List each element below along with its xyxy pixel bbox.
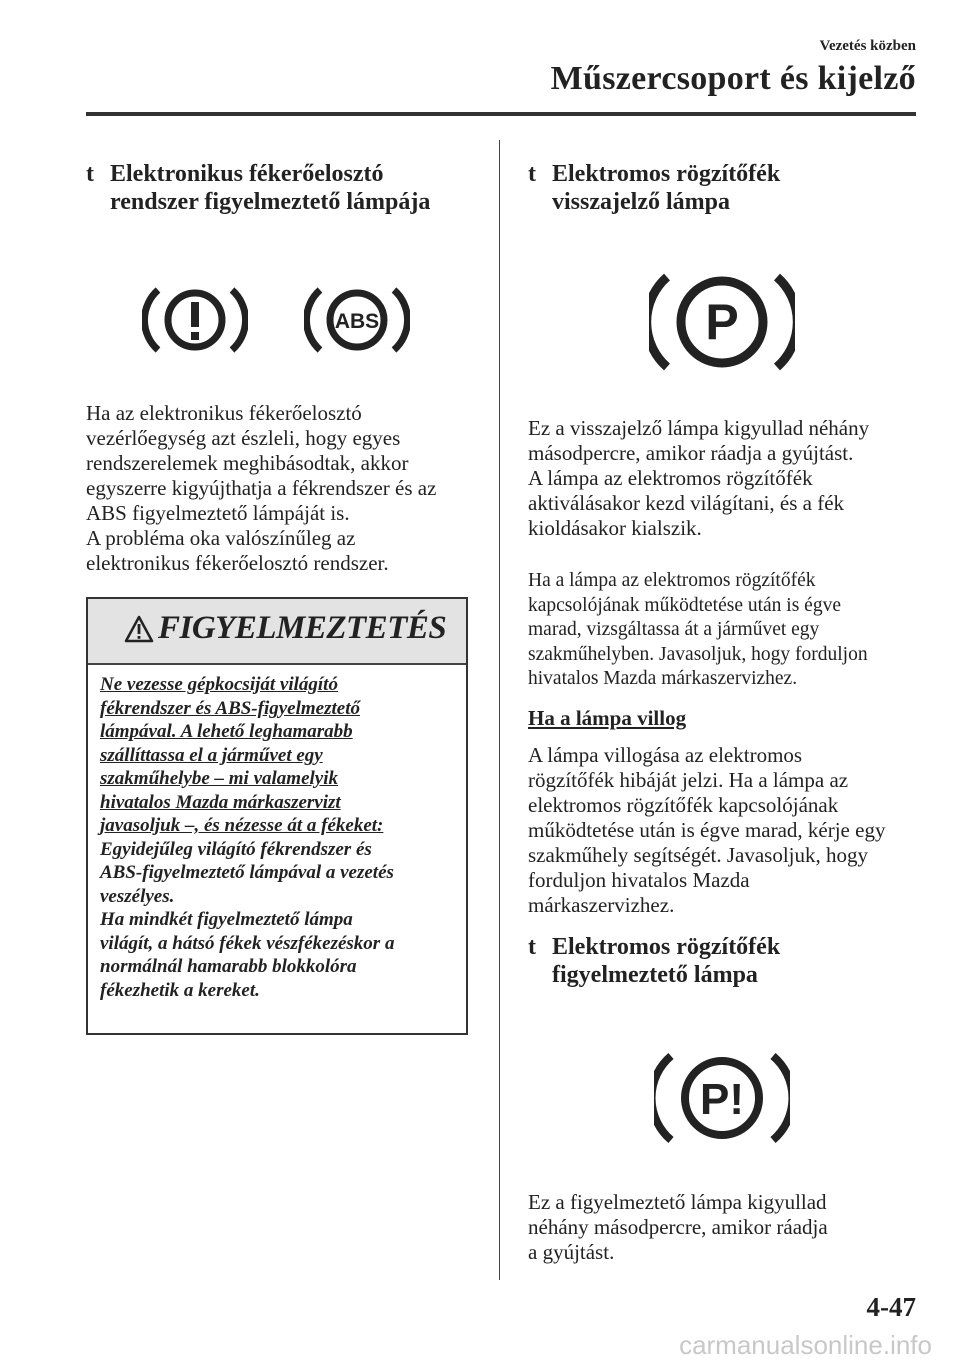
- text-line: kapcsolójának működtetése után is égve: [528, 594, 841, 616]
- page-number: 4-47: [866, 1292, 916, 1322]
- parking-brake-warning-description: [528, 1190, 928, 1265]
- warning-line: szállíttassa el a járművet egy: [100, 744, 323, 766]
- text-line: elektromos rögzítőfék kapcsolójának: [528, 793, 839, 817]
- section-label: Vezetés közben: [819, 38, 916, 54]
- parking-warning-icon-label: P!: [700, 1075, 744, 1124]
- heading-line: figyelmeztető lámpa: [552, 962, 758, 988]
- text-line: Ha a lámpa az elektromos rögzítőfék: [528, 570, 816, 591]
- heading-line: rendszer figyelmeztető lámpája: [110, 189, 431, 215]
- text-line: Ez a figyelmeztető lámpa kigyullad: [528, 1190, 827, 1214]
- watermark: carmanualsonline.info: [679, 1330, 932, 1360]
- warning-header: [88, 599, 466, 665]
- text-line: szakműhely segítségét. Javasoljuk, hogy: [528, 843, 869, 867]
- warning-box: [86, 597, 468, 1035]
- heading-line: Elektronikus fékerőelosztó: [110, 161, 384, 187]
- text-line: ABS figyelmeztető lámpáját is.: [86, 501, 350, 525]
- warning-line: fékrendszer és ABS-figyelmeztető: [100, 697, 360, 719]
- heading-parking-brake-warning: [528, 933, 781, 989]
- warning-line: ABS-figyelmeztető lámpával a vezetés: [100, 862, 394, 883]
- heading-line: Elektromos rögzítőfék: [552, 934, 781, 960]
- text-line: szakműhelyben. Javasoljuk, hogy forduljon: [528, 643, 868, 665]
- heading-parking-brake-indicator: [528, 160, 781, 216]
- text-line: A probléma oka valószínűleg az: [86, 526, 356, 550]
- text-line: marad, vizsgáltassa át a járművet egy: [528, 619, 820, 640]
- text-line: márkaszervizhez.: [528, 893, 675, 917]
- warning-text: [100, 673, 460, 1002]
- text-line: Ez a visszajelző lámpa kigyullad néhány: [528, 416, 870, 440]
- parking-brake-indicator-icon: [649, 267, 795, 377]
- warning-line: Egyidejűleg világító fékrendszer és: [100, 838, 372, 860]
- text-line: rendszerelemek meghibásodtak, akkor: [86, 451, 409, 475]
- heading-line: Elektromos rögzítőfék: [552, 161, 781, 187]
- parking-brake-fault-note: [528, 569, 928, 692]
- warning-line: normálnál hamarabb blokkolóra: [100, 956, 357, 977]
- text-line: elektronikus fékerőelosztó rendszer.: [86, 551, 389, 575]
- warning-line: Ha mindkét figyelmeztető lámpa: [100, 909, 353, 930]
- subheading-lamp-flashing: Ha a lámpa villog: [528, 706, 687, 730]
- warning-line: világít, a hátsó fékek vészfékezéskor a: [100, 932, 395, 954]
- abs-warning-icon: [304, 282, 410, 358]
- parking-brake-indicator-description: [528, 416, 928, 541]
- bullet-marker: t: [528, 934, 536, 960]
- warning-line: Ne vezesse gépkocsiját világító: [100, 674, 338, 695]
- bullet-marker: t: [86, 161, 94, 187]
- parking-icon-label: P: [705, 294, 739, 350]
- bullet-marker: t: [528, 161, 536, 187]
- warning-line: javasoljuk –, és nézesse át a fékeket:: [100, 815, 384, 836]
- text-line: rögzítőfék hibáját jelzi. Ha a lámpa az: [528, 768, 849, 792]
- text-line: forduljon hivatalos Mazda: [528, 868, 750, 892]
- header-divider: [86, 112, 916, 116]
- warning-triangle-icon: [124, 615, 154, 643]
- column-divider: [499, 140, 500, 1280]
- lamp-flashing-description: [528, 743, 928, 918]
- brake-distribution-description: [86, 401, 486, 576]
- warning-line: fékezhetik a kereket.: [100, 979, 260, 1001]
- text-line: működtetése után is égve marad, kérje egy: [528, 818, 886, 842]
- warning-line: szakműhelybe – mi valamelyik: [100, 768, 339, 789]
- text-line: másodpercre, amikor ráadja a gyújtást.: [528, 441, 854, 465]
- heading-line: visszajelző lámpa: [552, 189, 730, 215]
- text-line: hivatalos Mazda márkaszervizhez.: [528, 668, 798, 689]
- parking-brake-warning-icon: [654, 1047, 790, 1149]
- text-line: néhány másodpercre, amikor ráadja: [528, 1215, 828, 1239]
- text-line: vezérlőegység azt észleli, hogy egyes: [86, 426, 401, 450]
- warning-line: hivatalos Mazda márkaszervizt: [100, 791, 341, 813]
- abs-icon-label: ABS: [334, 310, 380, 333]
- warning-line: veszélyes.: [100, 885, 175, 907]
- text-line: Ha az elektronikus fékerőelosztó: [86, 401, 362, 425]
- heading-brake-distribution: [86, 160, 431, 216]
- text-line: kioldásakor kialszik.: [528, 516, 702, 540]
- text-line: A lámpa villogása az elektromos: [528, 743, 803, 767]
- text-line: a gyújtást.: [528, 1240, 615, 1264]
- warning-title: FIGYELMEZTETÉS: [158, 610, 447, 646]
- text-line: aktiválásakor kezd világítani, és a fék: [528, 491, 845, 515]
- warning-line: lámpával. A lehető leghamarabb: [100, 721, 353, 742]
- text-line: egyszerre kigyújthatja a fékrendszer és az: [86, 476, 437, 500]
- brake-warning-icon: [142, 282, 248, 358]
- page-title: Műszercsoport és kijelző: [550, 60, 916, 97]
- text-line: A lámpa az elektromos rögzítőfék: [528, 466, 813, 490]
